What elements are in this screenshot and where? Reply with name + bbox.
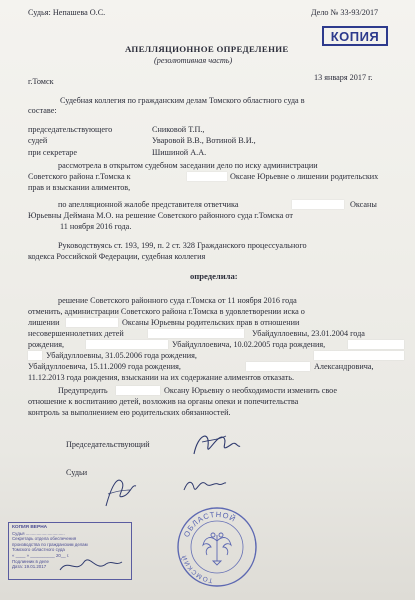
p3-line-1: Руководствуясь ст. 193, 199, п. 2 ст. 328 Гражданского процессуального bbox=[58, 241, 307, 250]
p2-line-1b: Оксаны bbox=[350, 200, 377, 209]
resolution-line-6a: Убайдуллоевны, 31.05.2006 года рождения, bbox=[46, 351, 197, 360]
decided-heading: определила: bbox=[190, 271, 238, 281]
redaction-block bbox=[116, 386, 160, 395]
court-seal bbox=[175, 505, 259, 589]
presiding-signature bbox=[188, 424, 244, 464]
judges-names: Уваровой В.В., Вотиной В.И., bbox=[152, 136, 256, 145]
resolution-line-8: 11.12.2013 года рождения, взыскании на их содержание алиментов отказать. bbox=[28, 373, 295, 382]
cert-line-6: « ____ » __________ 20__ г. bbox=[12, 552, 70, 558]
copy-stamp: КОПИЯ bbox=[322, 26, 388, 46]
cert-line-7: Подлинник в деле bbox=[12, 558, 49, 564]
double-headed-eagle-icon bbox=[203, 533, 231, 565]
cert-line-3: Секретарь отдела обеспечения bbox=[12, 536, 77, 542]
judge-signature-1 bbox=[98, 470, 142, 510]
case-number: Дело № 33-93/2017 bbox=[311, 8, 379, 17]
cert-line-1: КОПИЯ ВЕРНА bbox=[12, 525, 48, 530]
p2-line-3: 11 ноября 2016 года. bbox=[60, 222, 132, 231]
judge-signature-2 bbox=[180, 474, 228, 496]
resolution-line-3b: Оксаны Юрьевны родительских прав в отношении bbox=[122, 318, 300, 327]
p1-line-2b: Оксане Юрьевне о лишении родительских bbox=[230, 172, 379, 181]
p1-line-2a: Советского района г.Томска к bbox=[28, 172, 131, 181]
cert-line-2: Судья ................................ bbox=[12, 530, 65, 536]
redaction-block bbox=[66, 318, 118, 327]
certification-signature bbox=[56, 552, 126, 578]
presiding-signature-label: Председательствующий bbox=[66, 440, 150, 449]
p1-line-1: рассмотрела в открытом судебном заседании дело по иску администрации bbox=[58, 161, 318, 170]
resolution-line-3a: лишении bbox=[28, 318, 60, 327]
intro-line-1: Судебная коллегия по гражданским делам Томского областного суда в bbox=[60, 96, 305, 105]
seal-top-text: ОБЛАСТНОЙ bbox=[181, 509, 238, 539]
seal-side-text: ТОМСКИЙ bbox=[180, 553, 214, 584]
warning-line-2: отношение к воспитанию детей, возложив на органы опеки и попечительства bbox=[28, 397, 299, 406]
secretary-label: при секретаре bbox=[28, 148, 78, 157]
warning-line-3: контроль за выполнением ею родительских обязанностей. bbox=[28, 408, 231, 417]
p1-line-3: прав и взыскании алиментов, bbox=[28, 183, 131, 192]
resolution-line-7a: Убайдуллоевича, 15.11.2009 года рождения, bbox=[28, 362, 181, 371]
resolution-line-4a: несовершеннолетних детей bbox=[28, 329, 124, 338]
redaction-block bbox=[314, 351, 404, 360]
document-title: АПЕЛЛЯЦИОННОЕ ОПРЕДЕЛЕНИЕ bbox=[125, 44, 289, 54]
judge-name: Судья: Непашева О.С. bbox=[28, 8, 106, 17]
intro-line-2: составе: bbox=[28, 106, 57, 115]
document-subtitle: (резолютивная часть) bbox=[154, 56, 233, 65]
redaction-block bbox=[86, 340, 168, 349]
p3-line-2: кодекса Российской Федерации, судебная коллегия bbox=[28, 252, 206, 261]
resolution-line-5a: рождения, bbox=[28, 340, 65, 349]
redaction-block bbox=[187, 172, 227, 181]
resolution-line-1: решение Советского районного суда г.Томска от 11 ноября 2016 года bbox=[58, 296, 297, 305]
resolution-line-4b: Убайдуллоевны, 23.01.2004 года bbox=[252, 329, 365, 338]
cert-line-5: Томского областного суда bbox=[12, 547, 65, 553]
p2-line-2: Юрьевны Деймана М.О. на решение Советского районного суда г.Томска от bbox=[28, 211, 293, 220]
warning-line-1a: Предупредить bbox=[58, 386, 108, 395]
p2-line-1a: по апелляционной жалобе представителя ответчика bbox=[58, 200, 239, 209]
redaction-block bbox=[148, 329, 244, 338]
cert-line-4: производства по гражданским делам bbox=[12, 541, 88, 547]
redaction-block bbox=[28, 351, 42, 360]
secretary-name: Шишиной А.А. bbox=[152, 148, 207, 157]
resolution-line-7b: Александровича, bbox=[314, 362, 374, 371]
resolution-line-5b: Убайдуллоевича, 10.02.2005 года рождения, bbox=[172, 340, 326, 349]
judges-label: судей bbox=[28, 136, 48, 145]
cert-line-8: Дата: 19.01.2017 bbox=[12, 564, 47, 570]
redaction-block bbox=[246, 362, 310, 371]
redaction-block bbox=[292, 200, 344, 209]
presiding-label: председательствующего bbox=[28, 125, 113, 134]
decision-date: 13 января 2017 г. bbox=[314, 73, 373, 82]
city: г.Томск bbox=[28, 77, 54, 86]
presiding-name: Сниковой Т.П., bbox=[152, 125, 205, 134]
resolution-line-2: отменить, администрации Советского района г.Томска в удовлетворении иска о bbox=[28, 307, 305, 316]
redaction-block bbox=[348, 340, 404, 349]
judges-signature-label: Судьи bbox=[66, 468, 88, 477]
warning-line-1b: Оксану Юрьевну о необходимости изменить свое bbox=[164, 386, 337, 395]
